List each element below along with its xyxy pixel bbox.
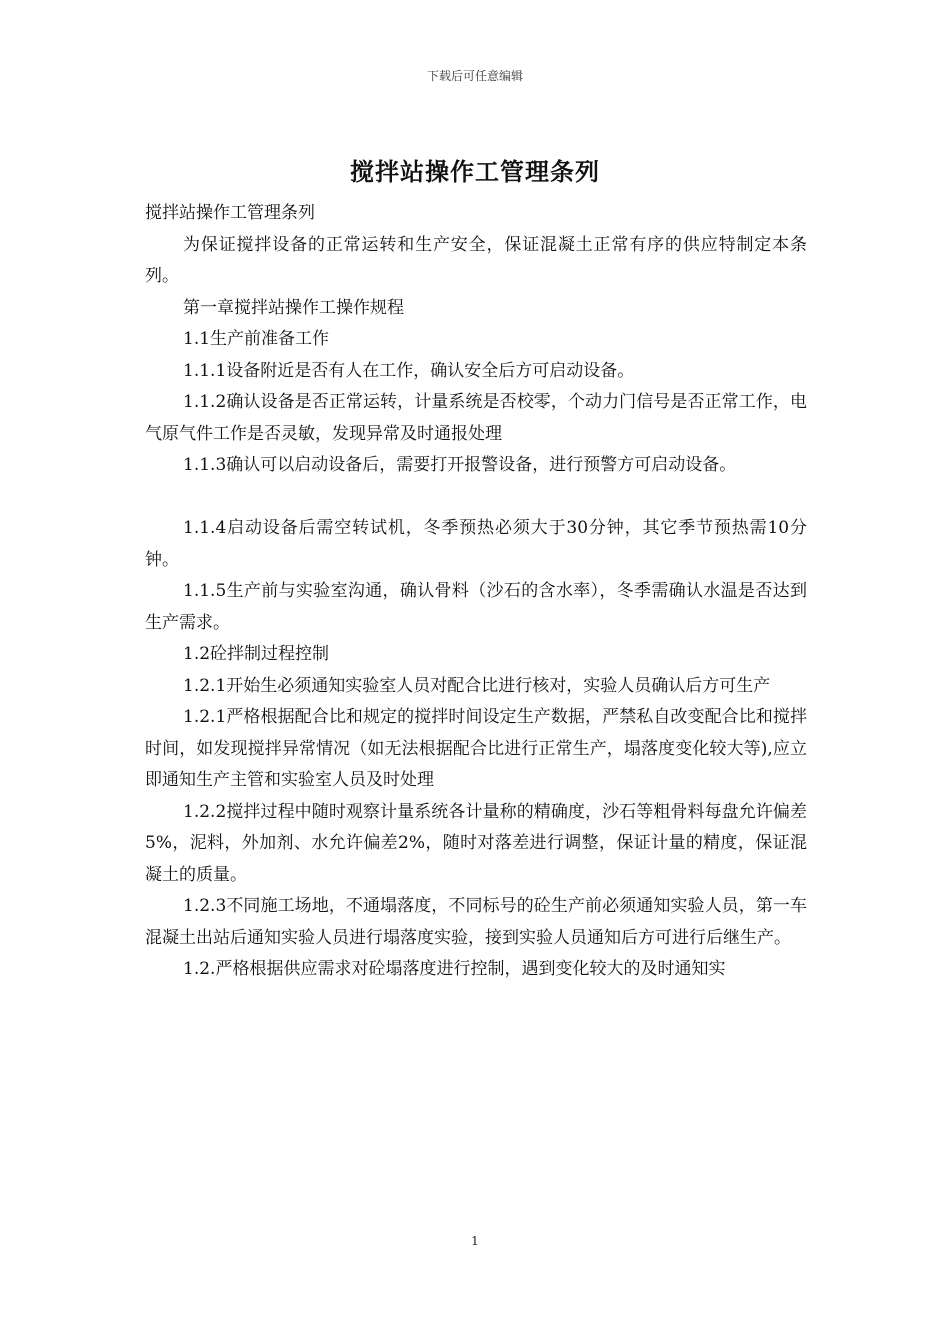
paragraph: 1.2砼拌制过程控制	[183, 644, 330, 664]
paragraph: 1.2.3不同施工场地，不通塌落度，不同标号的砼生产前必须通知实验人员，第一车混凝土出站后通知实验人员进行塌落度实验，接到实验人员通知后方可进行后继生产。	[145, 896, 807, 948]
document-body	[145, 198, 807, 986]
paragraph: 搅拌站操作工管理条列	[145, 203, 315, 223]
paragraph: 1.1.3确认可以启动设备后，需要打开报警设备，进行预警方可启动设备。	[183, 455, 737, 475]
paragraph: 第一章搅拌站操作工操作规程	[183, 297, 404, 318]
paragraph: 1.2.1严格根据配合比和规定的搅拌时间设定生产数据，严禁私自改变配合比和搅拌时间，如发现搅拌异常情况（如无法根据配合比进行正常生产，塌落度变化较大等),应立即通知生产主管和实验室人员及时处理	[145, 707, 807, 790]
paragraph: 1.1.2确认设备是否正常运转，计量系统是否校零，个动力门信号是否正常工作，电气原气件工作是否灵敏，发现异常及时通报处理	[145, 392, 807, 444]
paragraph: 1.2.1开始生必须通知实验室人员对配合比进行核对，实验人员确认后方可生产	[183, 675, 771, 696]
document-title: 搅拌站操作工管理条列	[350, 157, 600, 186]
paragraph: 1.1.1设备附近是否有人在工作，确认安全后方可启动设备。	[183, 360, 635, 381]
paragraph: 1.2.2搅拌过程中随时观察计量系统各计量称的精确度，沙石等粗骨料每盘允许偏差5%，泥料，外加剂、水允许偏差2%，随时对落差进行调整，保证计量的精度，保证混凝土的质量。	[145, 801, 807, 885]
paragraph: 为保证搅拌设备的正常运转和生产安全，保证混凝土正常有序的供应特制定本条列。	[145, 234, 807, 286]
paragraph: 1.1生产前准备工作	[183, 329, 330, 349]
page-header: 下载后可任意编辑	[426, 69, 523, 83]
paragraph: 1.2.严格根据供应需求对砼塌落度进行控制，遇到变化较大的及时通知实	[183, 959, 726, 979]
paragraph: 1.1.5生产前与实验室沟通，确认骨料（沙石的含水率），冬季需确认水温是否达到生产需求。	[145, 581, 807, 633]
paragraph: 1.1.4启动设备后需空转试机，冬季预热必须大于30分钟，其它季节预热需10分钟。	[145, 518, 807, 570]
page-number: 1	[471, 1234, 479, 1248]
